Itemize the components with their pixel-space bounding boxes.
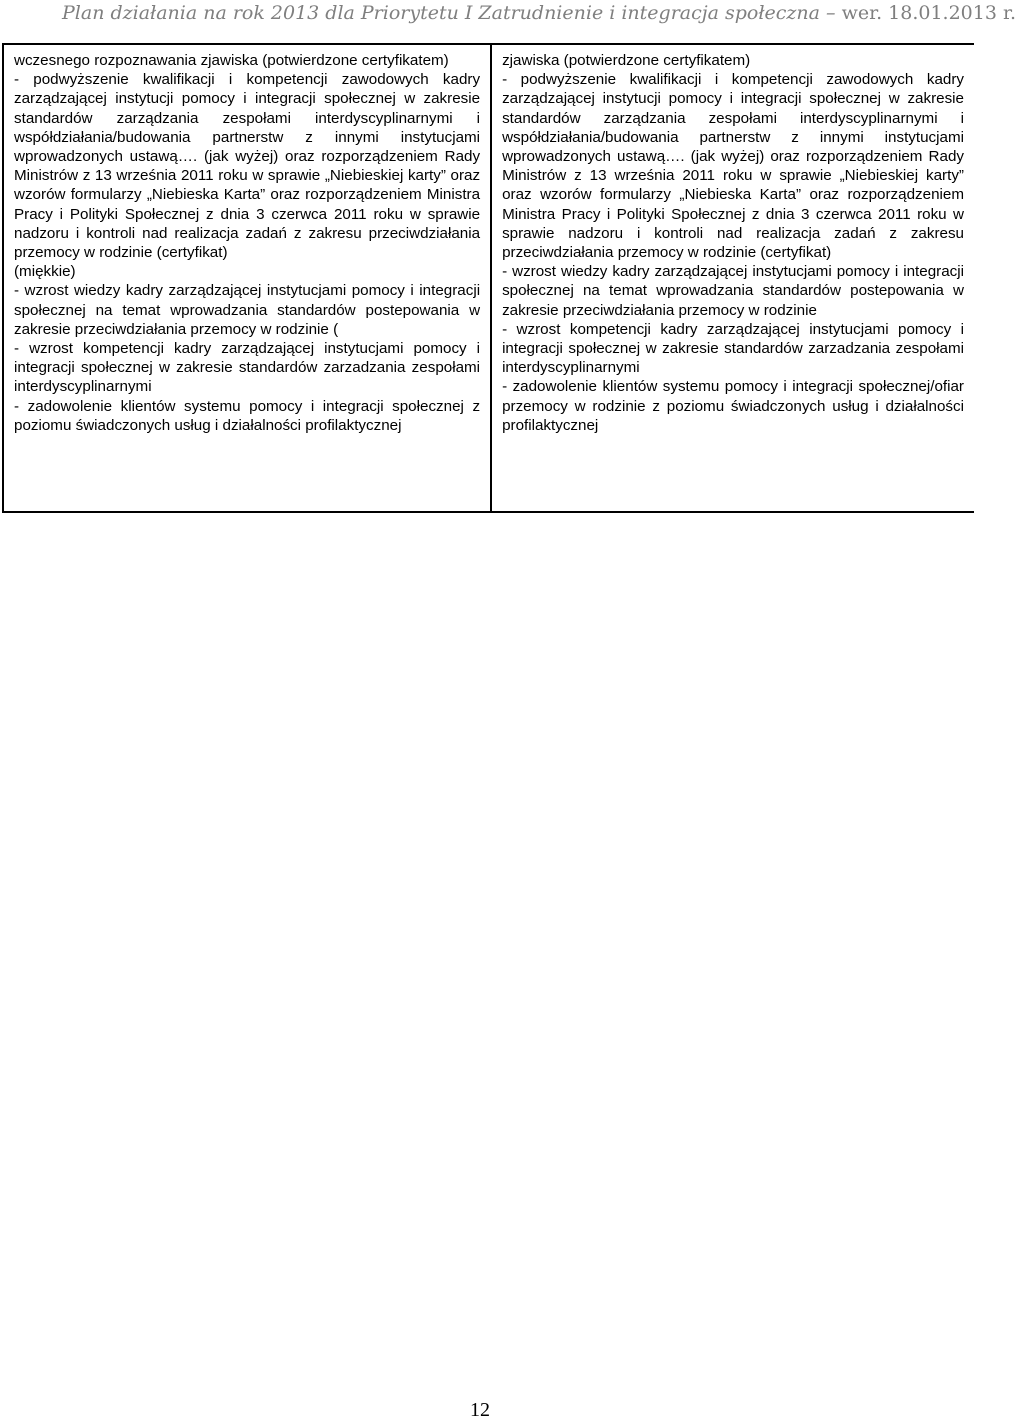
table-row [3, 44, 974, 512]
right-paragraph-5: - zadowolenie klientów systemu pomocy i integracji społecznej/ofiar przemocy w rodzinie z poziomu świadczonych usług i działalności profilaktycznej [502, 378, 964, 434]
left-paragraph-4: - wzrost wiedzy kadry zarządzającej instytucjami pomocy i integracji społecznej na temat wprowadzania standardów postepowania w zakresie przeciwdziałania przemocy w rodzinie ( [14, 282, 481, 338]
left-paragraph-1: wczesnego rozpoznawania zjawiska (potwierdzone certyfikatem) [14, 52, 449, 69]
right-paragraph-4: - wzrost kompetencji kadry zarządzającej instytucjami pomocy i integracji społecznej w zakresie standardów zarzadzania zespołami interdyscyplinarnymi [502, 320, 964, 377]
left-paragraph-2: - podwyższenie kwalifikacji i kompetencji zawodowych kadry zarządzającej instytucji pomocy i integracji społecznej w zakresie standardów zarządzania zespołami interdyscyplinarnymi i współdziałania/budowania partnerstw z innymi instytucjami wprowadzonych ustawą…. (jak wyżej) oraz rozporządzeniem Rady Ministrów z 13 września 2011 roku w sprawie „Niebieskiej karty” oraz wzorów formularzy „Niebieska Karta” oraz rozporządzeniem Ministra Pracy i Polityki Społecznej z dnia 3 czerwca 2011 roku w sprawie nadzoru i kontroli nad realizacja zadań z zakresu przeciwdziałania przemocy w rodzinie (certyfikat) [14, 71, 481, 262]
left-paragraph-3: (miękkie) [14, 263, 76, 281]
right-paragraph-2: - podwyższenie kwalifikacji i kompetencji zawodowych kadry zarządzającej instytucji pomocy i integracji społecznej w zakresie standardów zarządzania zespołami interdyscyplinarnymi i współdziałania/budowania partnerstw z innymi instytucjami wprowadzonych ustawą…. (jak wyżej) oraz rozporządzeniem Rady Ministrów z 13 września 2011 roku w sprawie „Niebieskiej karty” oraz wzorów formularzy „Niebieska Karta” oraz rozporządzeniem Ministra Pracy i Polityki Społecznej z dnia 3 czerwca 2011 roku w sprawie nadzoru i kontroli nad realizacja zadań z zakresu przeciwdziałania przemocy w rodzinie (certyfikat) [502, 71, 964, 262]
right-column-cell [491, 44, 974, 512]
header-version: wer. 18.01.2013 r. [841, 2, 1016, 24]
left-paragraph-6: - zadowolenie klientów systemu pomocy i integracji społecznej z poziomu świadczonych usług i działalności profilaktycznej [14, 397, 481, 434]
header-title: Plan działania na rok 2013 dla Priorytetu I Zatrudnienie i integracja społeczna [62, 2, 820, 24]
left-column-cell [3, 44, 491, 512]
content-table [2, 43, 974, 513]
header-dash: – [819, 2, 842, 24]
right-paragraph-1: zjawiska (potwierdzone certyfikatem) [502, 52, 751, 69]
page-number: 12 [470, 1399, 490, 1421]
right-paragraph-3: - wzrost wiedzy kadry zarządzającej instytucjami pomocy i integracji społecznej na temat wprowadzania standardów postepowania w zakresie przeciwdziałania przemocy w rodzinie [502, 263, 964, 319]
left-paragraph-5: - wzrost kompetencji kadry zarządzającej instytucjami pomocy i integracji społecznej w zakresie standardów zarzadzania zespołami interdyscyplinarnymi [14, 340, 481, 396]
page-header [62, 0, 1016, 30]
